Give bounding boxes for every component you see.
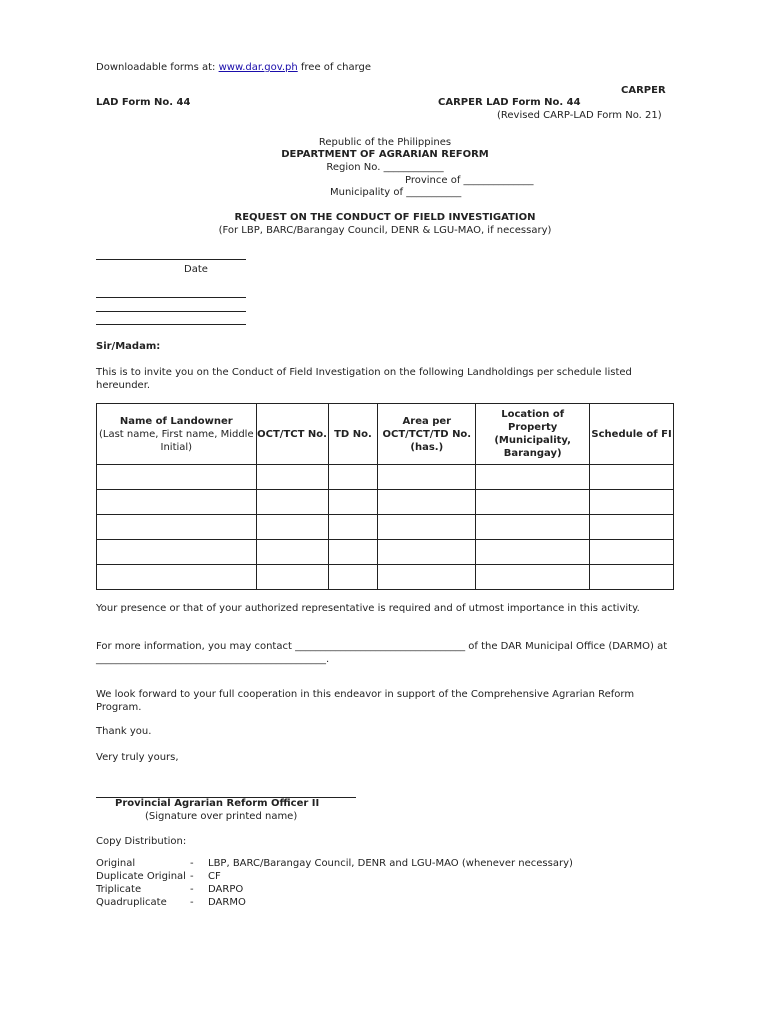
table-cell[interactable] bbox=[590, 540, 674, 565]
contact-paragraph: For more information, you may contact __________________________________ of the DAR Municipal Office (DARMO) at ______________________________________________. bbox=[96, 641, 668, 665]
download-prefix: Downloadable forms at: bbox=[96, 62, 219, 73]
lad-form-number-left: LAD Form No. 44 bbox=[96, 97, 191, 108]
signature-note: (Signature over printed name) bbox=[145, 811, 298, 822]
salutation: Sir/Madam: bbox=[96, 341, 161, 352]
table-row bbox=[97, 565, 674, 590]
table-cell[interactable] bbox=[97, 490, 257, 515]
copy-dash: - bbox=[190, 858, 194, 869]
table-cell[interactable] bbox=[590, 565, 674, 590]
col-header-schedule: Schedule of FI bbox=[590, 404, 674, 465]
copy-type: Duplicate Original bbox=[96, 871, 186, 882]
table-cell[interactable] bbox=[476, 465, 590, 490]
copy-recipient: DARMO bbox=[208, 897, 246, 908]
intro-paragraph: This is to invite you on the Conduct of Field Investigation on the following Landholdings per schedule listed hereunder. bbox=[96, 367, 632, 391]
col-header-landowner: Name of Landowner (Last name, First name, Middle Initial) bbox=[97, 404, 257, 465]
table-cell[interactable] bbox=[328, 490, 378, 515]
table-cell[interactable] bbox=[378, 540, 476, 565]
table-cell[interactable] bbox=[256, 490, 328, 515]
table-row bbox=[97, 540, 674, 565]
copy-recipient: LBP, BARC/Barangay Council, DENR and LGU-MAO (whenever necessary) bbox=[208, 858, 573, 869]
date-label: Date bbox=[184, 264, 208, 275]
municipality-field: Municipality of ___________ bbox=[330, 187, 462, 198]
signatory-title: Provincial Agrarian Reform Officer II bbox=[115, 798, 320, 809]
form-title: REQUEST ON THE CONDUCT OF FIELD INVESTIGATION bbox=[234, 212, 536, 223]
table-cell[interactable] bbox=[378, 565, 476, 590]
table-cell[interactable] bbox=[97, 515, 257, 540]
province-field: Province of ______________ bbox=[405, 175, 534, 186]
republic-label: Republic of the Philippines bbox=[318, 137, 452, 148]
copy-recipient: CF bbox=[208, 871, 221, 882]
table-cell[interactable] bbox=[328, 540, 378, 565]
table-cell[interactable] bbox=[476, 565, 590, 590]
region-field: Region No. ____________ bbox=[326, 162, 444, 173]
department-name: DEPARTMENT OF AGRARIAN REFORM bbox=[281, 149, 489, 160]
copy-type: Quadruplicate bbox=[96, 897, 167, 908]
table-row bbox=[97, 515, 674, 540]
carper-label: CARPER bbox=[621, 85, 666, 96]
table-cell[interactable] bbox=[476, 490, 590, 515]
revised-form-note: (Revised CARP-LAD Form No. 21) bbox=[497, 110, 662, 121]
col-header-td: TD No. bbox=[328, 404, 378, 465]
table-cell[interactable] bbox=[590, 465, 674, 490]
date-line[interactable] bbox=[96, 259, 246, 260]
table-cell[interactable] bbox=[97, 565, 257, 590]
copy-dash: - bbox=[190, 871, 194, 882]
table-cell[interactable] bbox=[590, 515, 674, 540]
landholding-schedule-table bbox=[96, 403, 674, 590]
copy-recipient: DARPO bbox=[208, 884, 244, 895]
table-cell[interactable] bbox=[97, 540, 257, 565]
copy-dash: - bbox=[190, 897, 194, 908]
addressee-line-3[interactable] bbox=[96, 324, 246, 325]
addressee-line-1[interactable] bbox=[96, 297, 246, 298]
table-cell[interactable] bbox=[378, 490, 476, 515]
table-cell[interactable] bbox=[328, 515, 378, 540]
presence-paragraph: Your presence or that of your authorized representative is required and of utmost importance in this activity. bbox=[96, 603, 640, 614]
copy-type: Original bbox=[96, 858, 136, 869]
table-header-row bbox=[97, 404, 674, 465]
col-header-oct-tct: OCT/TCT No. bbox=[256, 404, 328, 465]
col-header-area: Area per OCT/TCT/TD No. (has.) bbox=[378, 404, 476, 465]
lad-form-number-right: CARPER LAD Form No. 44 bbox=[438, 97, 581, 108]
table-cell[interactable] bbox=[97, 465, 257, 490]
closing: Very truly yours, bbox=[96, 752, 179, 763]
download-suffix: free of charge bbox=[297, 62, 372, 73]
table-cell[interactable] bbox=[476, 540, 590, 565]
copy-type: Triplicate bbox=[96, 884, 142, 895]
table-cell[interactable] bbox=[256, 515, 328, 540]
copy-distribution-label: Copy Distribution: bbox=[96, 836, 187, 847]
addressee-line-2[interactable] bbox=[96, 311, 246, 312]
download-note bbox=[96, 62, 371, 73]
col-header-location: Location of Property (Municipality, Barangay) bbox=[476, 404, 590, 465]
cooperation-paragraph: We look forward to your full cooperation in this endeavor in support of the Comprehensive Agrarian Reform Program. bbox=[96, 689, 635, 713]
table-cell[interactable] bbox=[476, 515, 590, 540]
table-row bbox=[97, 490, 674, 515]
table-row bbox=[97, 465, 674, 490]
table-cell[interactable] bbox=[378, 515, 476, 540]
form-subtitle: (For LBP, BARC/Barangay Council, DENR & LGU-MAO, if necessary) bbox=[218, 225, 552, 236]
table-cell[interactable] bbox=[256, 540, 328, 565]
thank-you: Thank you. bbox=[96, 726, 152, 737]
table-cell[interactable] bbox=[590, 490, 674, 515]
table-cell[interactable] bbox=[378, 465, 476, 490]
table-cell[interactable] bbox=[256, 565, 328, 590]
dar-website-link[interactable]: www.dar.gov.ph bbox=[218, 62, 298, 73]
table-cell[interactable] bbox=[328, 465, 378, 490]
copy-dash: - bbox=[190, 884, 194, 895]
table-cell[interactable] bbox=[328, 565, 378, 590]
table-cell[interactable] bbox=[256, 465, 328, 490]
